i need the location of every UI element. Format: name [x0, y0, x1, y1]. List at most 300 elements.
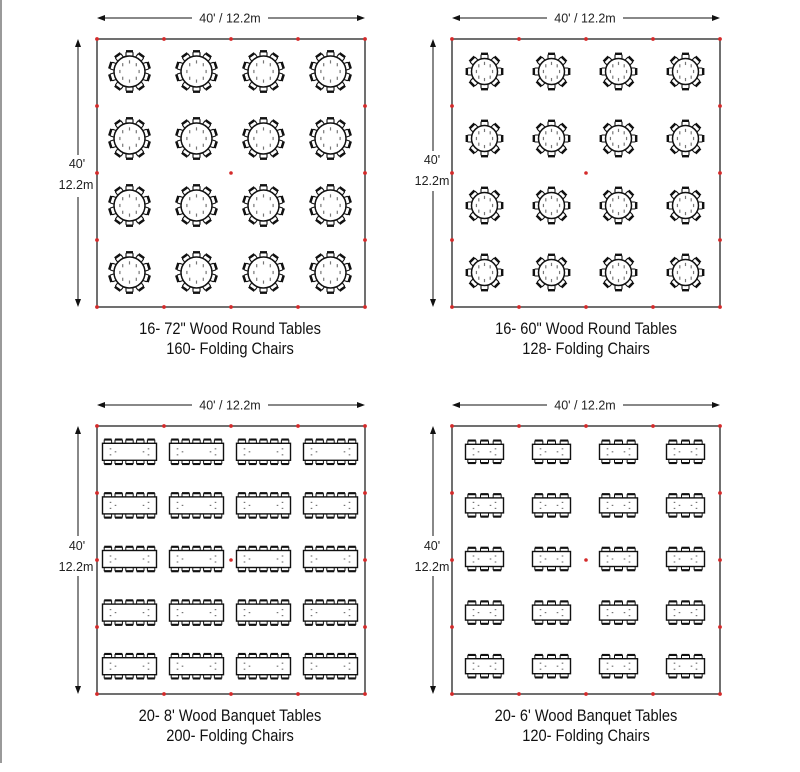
table-tick	[349, 508, 351, 509]
table-tick	[282, 502, 284, 503]
table-tick	[186, 70, 187, 73]
table-tick	[148, 561, 150, 562]
round-table-setting	[534, 188, 569, 223]
table-tick	[323, 63, 324, 66]
table-tick	[679, 265, 680, 268]
tent-post	[229, 37, 233, 41]
table-tick	[562, 448, 564, 449]
table-tick	[545, 143, 546, 146]
round-table-setting	[109, 252, 150, 292]
table-tick	[696, 615, 698, 616]
table-tick	[203, 211, 204, 214]
round-table-setting	[534, 121, 569, 156]
table-tick	[196, 194, 197, 197]
banquet-table-setting	[533, 655, 571, 678]
table-tick	[273, 204, 274, 207]
tent-post	[363, 305, 367, 309]
table-tick	[129, 214, 130, 217]
height-dimension-feet: 40'	[423, 539, 441, 553]
banquet-table-setting	[237, 440, 291, 465]
chair-count-label: 200- Folding Chairs	[166, 726, 294, 745]
table-tick	[674, 561, 676, 562]
table-tick	[473, 561, 475, 562]
table-tick	[478, 558, 480, 559]
table-tick	[263, 261, 264, 264]
table-tick	[674, 508, 676, 509]
table-tick	[122, 264, 123, 267]
table-tick	[551, 263, 552, 266]
height-dimension	[415, 39, 450, 307]
height-dimension-meters: 12.2m	[414, 174, 450, 188]
table-tick	[189, 211, 190, 214]
table-tick	[492, 137, 493, 140]
banquet-table-setting	[304, 440, 358, 465]
table-tick	[203, 130, 204, 133]
table-tick	[189, 130, 190, 133]
table-tick	[696, 448, 698, 449]
table-tick	[143, 666, 145, 667]
table-tick	[282, 609, 284, 610]
table-tick	[540, 615, 542, 616]
banquet-table-top	[533, 552, 571, 567]
table-tick	[323, 130, 324, 133]
round-table-setting	[467, 255, 502, 290]
banquet-table-setting	[466, 494, 504, 517]
table-tick	[629, 502, 631, 503]
table-tick	[612, 64, 613, 67]
banquet-table-setting	[237, 547, 291, 572]
round-table-setting	[310, 185, 351, 225]
table-tick	[492, 204, 493, 207]
width-arrow-right-head	[357, 15, 365, 21]
banquet-table-top	[466, 444, 504, 459]
table-tick	[189, 278, 190, 281]
table-tick	[263, 194, 264, 197]
table-tick	[203, 278, 204, 281]
banquet-table-setting	[533, 548, 571, 571]
table-tick	[323, 77, 324, 80]
height-dimension-meters: 12.2m	[58, 560, 94, 574]
table-tick	[320, 70, 321, 73]
table-tick	[215, 448, 217, 449]
table-tick	[629, 663, 631, 664]
table-tick	[263, 60, 264, 63]
round-table-setting	[310, 118, 351, 158]
table-tick	[691, 64, 692, 67]
banquet-table-top	[466, 659, 504, 674]
banquet-table-top	[667, 659, 705, 674]
tent-post	[450, 625, 454, 629]
table-tick	[177, 663, 179, 664]
table-tick	[562, 555, 564, 556]
table-tick	[607, 615, 609, 616]
table-count-label: 20- 6' Wood Banquet Tables	[494, 706, 678, 725]
round-table-setting	[467, 121, 502, 156]
table-tick	[540, 454, 542, 455]
table-tick	[484, 145, 485, 148]
table-tick	[610, 204, 611, 207]
banquet-table-top	[304, 497, 358, 514]
table-tick	[473, 615, 475, 616]
table-tick	[119, 204, 120, 207]
table-tick	[478, 210, 479, 213]
table-tick	[543, 271, 544, 274]
tent-post	[517, 305, 521, 309]
table-tick	[540, 502, 542, 503]
table-count-label: 16- 72" Wood Round Tables	[139, 319, 321, 338]
table-tick	[551, 196, 552, 199]
round-table-setting	[601, 54, 636, 89]
table-tick	[626, 204, 627, 207]
table-tick	[543, 137, 544, 140]
table-tick	[685, 129, 686, 132]
table-tick	[685, 279, 686, 282]
banquet-table-setting	[103, 600, 157, 625]
banquet-table-setting	[533, 441, 571, 464]
table-tick	[129, 127, 130, 130]
table-tick	[311, 669, 313, 670]
banquet-table-top	[533, 659, 571, 674]
banquet-table-top	[103, 658, 157, 675]
height-dimension-feet: 40'	[68, 539, 86, 553]
table-tick	[696, 669, 698, 670]
table-tick	[545, 210, 546, 213]
table-tick	[249, 558, 251, 559]
table-tick	[129, 80, 130, 83]
table-tick	[476, 271, 477, 274]
table-tick	[624, 558, 626, 559]
table-tick	[691, 558, 693, 559]
table-tick	[330, 214, 331, 217]
table-tick	[607, 502, 609, 503]
banquet-table-setting	[667, 494, 705, 517]
table-tick	[110, 448, 112, 449]
table-tick	[270, 63, 271, 66]
table-tick	[618, 279, 619, 282]
table-tick	[495, 615, 497, 616]
width-dimension	[97, 12, 365, 26]
table-tick	[490, 210, 491, 213]
banquet-table-top	[304, 551, 358, 568]
round-table-setting	[467, 54, 502, 89]
tent-post	[584, 424, 588, 428]
table-tick	[495, 555, 497, 556]
table-tick	[196, 214, 197, 217]
table-tick	[316, 612, 318, 613]
table-tick	[490, 666, 492, 667]
table-tick	[629, 669, 631, 670]
table-tick	[215, 561, 217, 562]
table-tick	[203, 63, 204, 66]
table-tick	[693, 204, 694, 207]
table-tick	[545, 76, 546, 79]
height-dimension	[415, 426, 450, 694]
table-tick	[177, 669, 179, 670]
width-arrow-left-head	[97, 15, 105, 21]
table-tick	[244, 454, 246, 455]
table-tick	[495, 454, 497, 455]
tent-post	[584, 37, 588, 41]
table-tick	[311, 502, 313, 503]
table-tick	[691, 210, 692, 213]
table-tick	[562, 454, 564, 455]
table-tick	[478, 143, 479, 146]
table-tick	[323, 278, 324, 281]
table-tick	[122, 63, 123, 66]
table-tick	[478, 198, 479, 201]
table-tick	[115, 505, 117, 506]
table-tick	[490, 505, 492, 506]
tent-post	[363, 104, 367, 108]
tent-post	[162, 424, 166, 428]
table-tick	[618, 129, 619, 132]
table-tick	[215, 502, 217, 503]
table-tick	[249, 612, 251, 613]
table-tick	[316, 505, 318, 506]
table-tick	[674, 615, 676, 616]
table-tick	[282, 454, 284, 455]
table-tick	[557, 131, 558, 134]
table-tick	[685, 212, 686, 215]
table-tick	[545, 612, 547, 613]
table-tick	[607, 454, 609, 455]
table-tick	[629, 609, 631, 610]
table-tick	[691, 76, 692, 79]
table-tick	[551, 62, 552, 65]
round-table-setting	[601, 121, 636, 156]
table-tick	[629, 508, 631, 509]
table-tick	[484, 212, 485, 215]
table-tick	[277, 612, 279, 613]
table-tick	[540, 561, 542, 562]
banquet-table-top	[170, 551, 224, 568]
table-tick	[610, 70, 611, 73]
table-tick	[562, 663, 564, 664]
table-tick	[270, 77, 271, 80]
table-tick	[349, 669, 351, 670]
banquet-table-top	[466, 552, 504, 567]
table-tick	[696, 454, 698, 455]
table-tick	[626, 271, 627, 274]
table-tick	[543, 204, 544, 207]
table-tick	[495, 448, 497, 449]
table-tick	[349, 555, 351, 556]
width-arrow-right-head	[712, 402, 720, 408]
chair-count-label: 128- Folding Chairs	[522, 339, 650, 358]
table-tick	[557, 666, 559, 667]
table-tick	[256, 211, 257, 214]
table-tick	[340, 271, 341, 274]
table-tick	[691, 612, 693, 613]
table-tick	[110, 454, 112, 455]
table-tick	[122, 211, 123, 214]
banquet-table-top	[600, 444, 638, 459]
table-tick	[349, 448, 351, 449]
table-tick	[337, 77, 338, 80]
table-tick	[136, 197, 137, 200]
table-tick	[557, 612, 559, 613]
table-tick	[685, 263, 686, 266]
table-tick	[562, 508, 564, 509]
banquet-table-top	[667, 605, 705, 620]
round-table-setting	[534, 255, 569, 290]
tent-post	[450, 424, 454, 428]
table-tick	[349, 502, 351, 503]
table-tick	[249, 451, 251, 452]
table-tick	[545, 558, 547, 559]
tent-post	[718, 37, 722, 41]
table-tick	[478, 265, 479, 268]
table-tick	[612, 505, 614, 506]
height-dimension	[59, 39, 94, 307]
table-tick	[148, 609, 150, 610]
banquet-table-setting	[170, 547, 224, 572]
table-tick	[484, 279, 485, 282]
table-tick	[478, 666, 480, 667]
tent-post	[718, 238, 722, 242]
round-table-setting	[668, 255, 703, 290]
banquet-table-top	[466, 605, 504, 620]
tent-post	[718, 692, 722, 696]
table-tick	[282, 663, 284, 664]
table-tick	[543, 70, 544, 73]
banquet-table-setting	[667, 548, 705, 571]
table-tick	[143, 451, 145, 452]
table-tick	[196, 60, 197, 63]
table-tick	[626, 70, 627, 73]
table-tick	[177, 508, 179, 509]
table-tick	[624, 505, 626, 506]
table-tick	[624, 76, 625, 79]
page-edge-rule	[0, 0, 2, 763]
table-tick	[263, 127, 264, 130]
banquet-table-setting	[237, 600, 291, 625]
table-tick	[495, 508, 497, 509]
banquet-table-setting	[304, 654, 358, 679]
table-tick	[344, 505, 346, 506]
banquet-table-setting	[170, 654, 224, 679]
tent-post	[450, 491, 454, 495]
tent-post	[363, 37, 367, 41]
table-tick	[674, 663, 676, 664]
width-arrow-left-head	[97, 402, 105, 408]
table-tick	[256, 77, 257, 80]
table-tick	[618, 145, 619, 148]
banquet-table-setting	[533, 601, 571, 624]
table-tick	[148, 508, 150, 509]
table-tick	[679, 612, 681, 613]
table-tick	[624, 198, 625, 201]
tent-post	[229, 424, 233, 428]
height-arrow-bottom-head	[430, 299, 436, 307]
table-count-label: 16- 60" Wood Round Tables	[495, 319, 677, 338]
table-tick	[337, 197, 338, 200]
width-dimension-label: 40' / 12.2m	[199, 11, 261, 26]
table-tick	[256, 144, 257, 147]
table-tick	[282, 669, 284, 670]
table-tick	[484, 263, 485, 266]
tent-post	[517, 692, 521, 696]
table-tick	[311, 561, 313, 562]
table-tick	[607, 609, 609, 610]
banquet-table-top	[600, 605, 638, 620]
banquet-table-top	[466, 498, 504, 513]
table-tick	[148, 615, 150, 616]
table-tick	[618, 196, 619, 199]
table-tick	[484, 196, 485, 199]
banquet-table-top	[237, 443, 291, 460]
table-tick	[177, 454, 179, 455]
table-tick	[148, 555, 150, 556]
center-pole-marker	[229, 171, 233, 175]
tent-post	[584, 305, 588, 309]
banquet-table-top	[170, 443, 224, 460]
table-tick	[253, 137, 254, 140]
table-tick	[244, 502, 246, 503]
table-tick	[696, 508, 698, 509]
table-tick	[263, 281, 264, 284]
table-tick	[129, 281, 130, 284]
tent-post	[517, 424, 521, 428]
table-tick	[679, 210, 680, 213]
table-tick	[685, 196, 686, 199]
table-tick	[557, 277, 558, 280]
table-tick	[495, 561, 497, 562]
table-tick	[478, 76, 479, 79]
table-tick	[618, 78, 619, 81]
table-tick	[182, 666, 184, 667]
table-tick	[551, 78, 552, 81]
table-tick	[320, 271, 321, 274]
table-tick	[215, 555, 217, 556]
table-tick	[143, 558, 145, 559]
table-tick	[551, 279, 552, 282]
table-tick	[624, 265, 625, 268]
table-tick	[244, 609, 246, 610]
table-tick	[206, 70, 207, 73]
table-tick	[196, 80, 197, 83]
table-tick	[337, 264, 338, 267]
table-tick	[244, 508, 246, 509]
table-tick	[492, 271, 493, 274]
table-tick	[210, 558, 212, 559]
height-dimension-feet: 40'	[423, 153, 441, 167]
table-tick	[196, 147, 197, 150]
table-tick	[677, 137, 678, 140]
table-tick	[607, 555, 609, 556]
table-tick	[129, 147, 130, 150]
table-tick	[182, 505, 184, 506]
tent-post	[651, 305, 655, 309]
table-tick	[540, 555, 542, 556]
table-tick	[696, 609, 698, 610]
banquet-table-setting	[667, 655, 705, 678]
table-tick	[490, 265, 491, 268]
chair-count-label: 120- Folding Chairs	[522, 726, 650, 745]
table-tick	[562, 615, 564, 616]
round-table-setting	[243, 185, 284, 225]
table-tick	[277, 505, 279, 506]
table-tick	[182, 451, 184, 452]
height-arrow-bottom-head	[75, 299, 81, 307]
banquet-table-setting	[103, 547, 157, 572]
table-tick	[540, 663, 542, 664]
table-tick	[186, 137, 187, 140]
table-tick	[110, 669, 112, 670]
banquet-table-top	[304, 604, 358, 621]
table-tick	[203, 144, 204, 147]
banquet-table-setting	[170, 600, 224, 625]
